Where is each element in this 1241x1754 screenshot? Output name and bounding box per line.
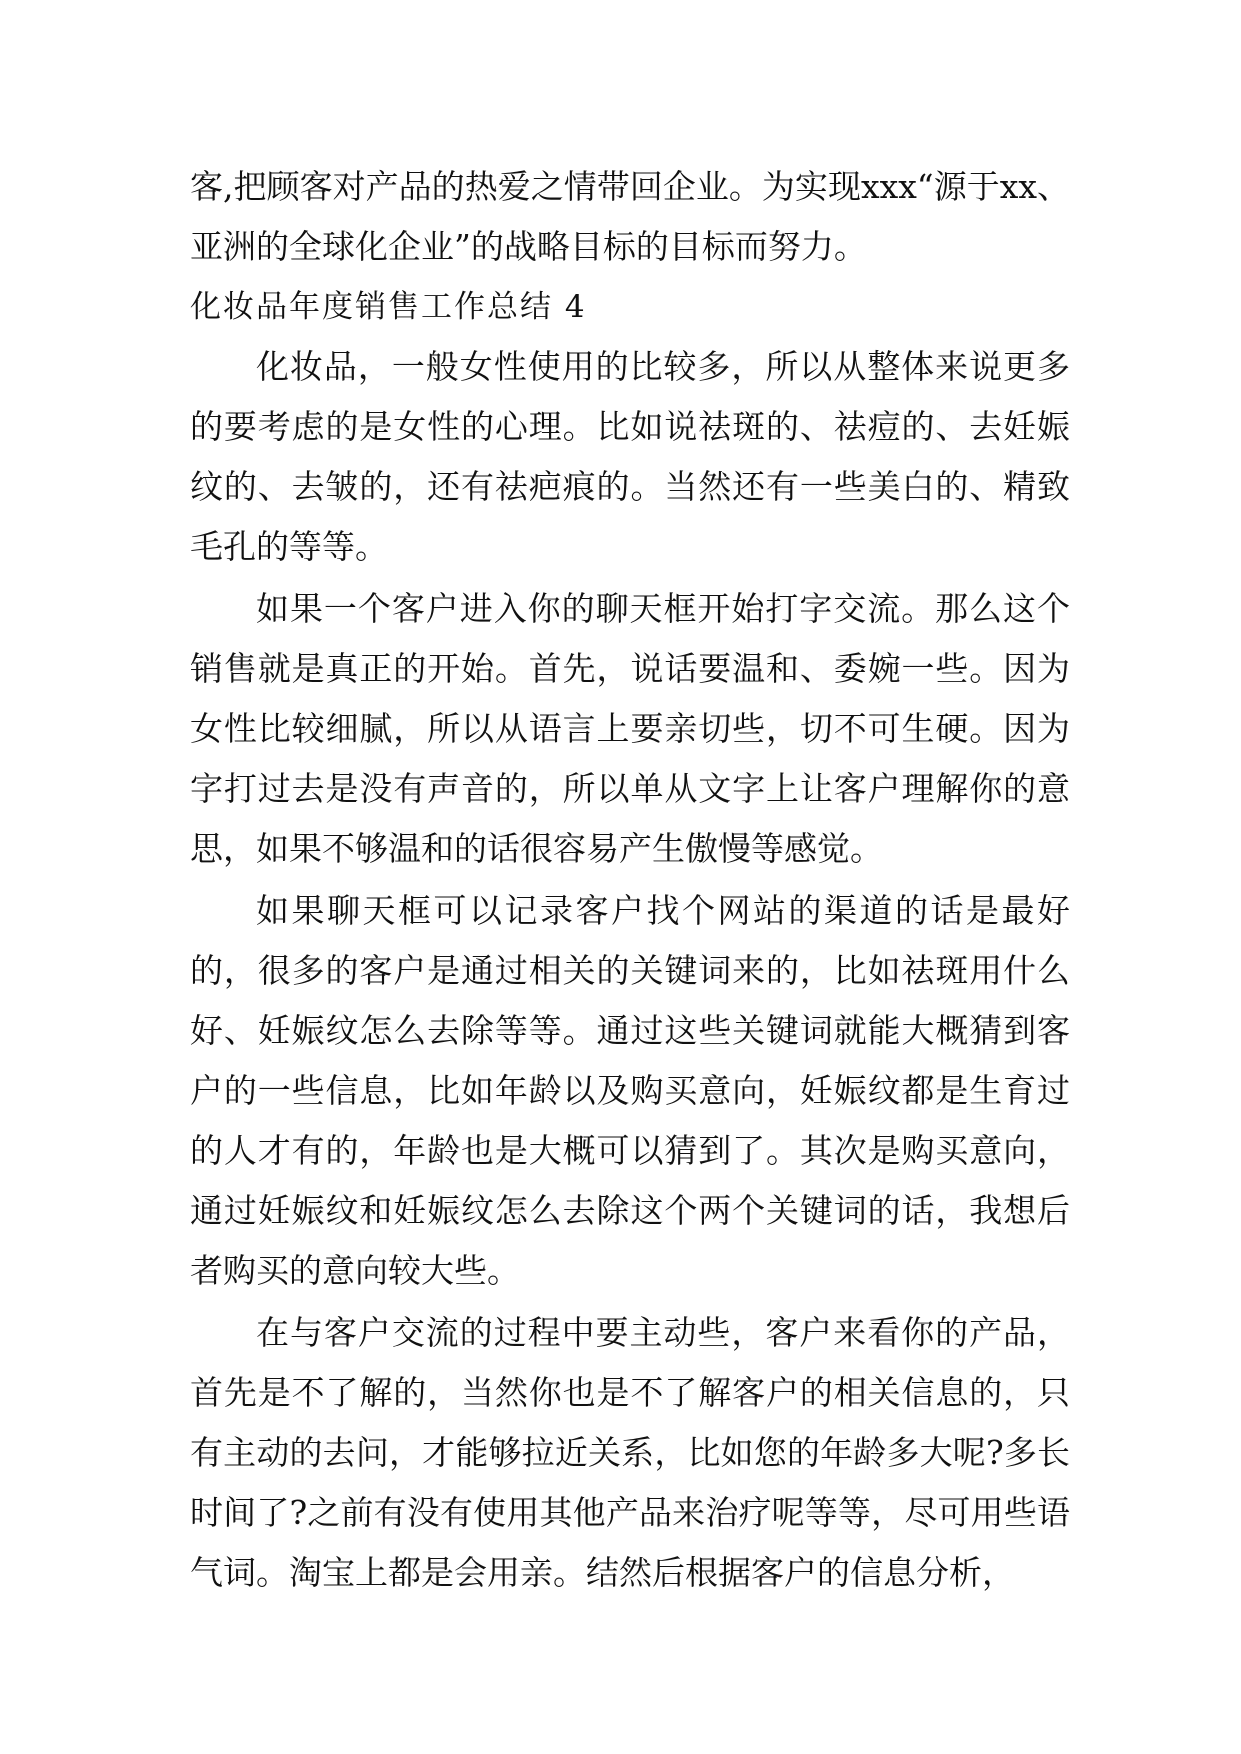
body-text	[190, 337, 1070, 1605]
paragraph: 化妆品，一般女性使用的比较多，所以从整体来说更多的要考虑的是女性的心理。比如说祛斑的、祛痘的、去妊娠纹的、去皱的，还有祛疤痕的。当然还有一些美白的、精致毛孔的等等。	[190, 347, 1070, 566]
section-heading: 化妆品年度销售工作总结 4	[190, 289, 587, 325]
continued-paragraph: 客,把顾客对产品的热爱之情带回企业。为实现xxx“源于xx、亚洲的全球化企业”的战略目标的目标而努力。	[190, 167, 1070, 266]
paragraph: 如果聊天框可以记录客户找个网站的渠道的话是最好的，很多的客户是通过相关的关键词来的，比如祛斑用什么好、妊娠纹怎么去除等等。通过这些关键词就能大概猜到客户的一些信息，比如年龄以及购买意向，妊娠纹都是生育过的人才有的，年龄也是大概可以猜到了。其次是购买意向，通过妊娠纹和妊娠纹怎么去除这个两个关键词的话，我想后者购买的意向较大些。	[190, 891, 1070, 1290]
paragraph: 在与客户交流的过程中要主动些，客户来看你的产品，首先是不了解的，当然你也是不了解客户的相关信息的，只有主动的去问，才能够拉近关系，比如您的年龄多大呢?多长时间了?之前有没有使用其他产品来治疗呢等等，尽可用些语气词。淘宝上都是会用亲。结然后根据客户的信息分析，	[190, 1313, 1070, 1592]
paragraph: 如果一个客户进入你的聊天框开始打字交流。那么这个销售就是真正的开始。首先，说话要温和、委婉一些。因为女性比较细腻，所以从语言上要亲切些，切不可生硬。因为字打过去是没有声音的，所以单从文字上让客户理解你的意思，如果不够温和的话很容易产生傲慢等感觉。	[190, 589, 1070, 868]
